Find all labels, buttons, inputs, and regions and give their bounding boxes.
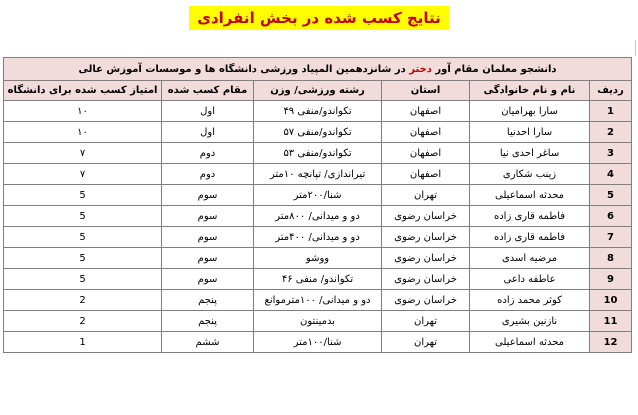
- score-cell: 1: [4, 332, 162, 353]
- name-cell: فاطمه قاری زاده: [470, 227, 590, 248]
- page-title: نتایج کسب شده در بخش انفرادی: [189, 6, 449, 30]
- sport-cell: تکواندو/منفی ۴۹: [254, 101, 382, 122]
- place-cell: اول: [162, 101, 254, 122]
- column-header-place: مقام کسب شده: [162, 81, 254, 101]
- province-cell: اصفهان: [382, 143, 470, 164]
- caption-highlight: دختر: [409, 63, 432, 75]
- table-row: [4, 101, 632, 122]
- sport-cell: تکواندو/منفی ۵۷: [254, 122, 382, 143]
- table-row: [4, 227, 632, 248]
- name-cell: مرضیه اسدی: [470, 248, 590, 269]
- results-table: [3, 57, 632, 353]
- name-cell: فاطمه قاری زاده: [470, 206, 590, 227]
- sport-cell: شنا/۱۰۰متر: [254, 332, 382, 353]
- rank-cell: 7: [590, 227, 632, 248]
- province-cell: اصفهان: [382, 122, 470, 143]
- column-header-sport: رشته ورزشی/ وزن: [254, 81, 382, 101]
- sport-cell: تیراندازی/ تپانچه ۱۰متر: [254, 164, 382, 185]
- score-cell: 5: [4, 248, 162, 269]
- place-cell: اول: [162, 122, 254, 143]
- caption-text-after: در شانزدهمین المپیاد ورزشی دانشگاه ها و موسسات آموزش عالی: [78, 63, 410, 75]
- column-header-name: نام و نام خانوادگی: [470, 81, 590, 101]
- score-cell: 5: [4, 185, 162, 206]
- score-cell: ۷: [4, 143, 162, 164]
- table-row: [4, 248, 632, 269]
- table-row: [4, 311, 632, 332]
- place-cell: دوم: [162, 143, 254, 164]
- province-cell: اصفهان: [382, 101, 470, 122]
- place-cell: سوم: [162, 248, 254, 269]
- table-row: [4, 185, 632, 206]
- sport-cell: دو و میدانی/ ۱۰۰مترموانع: [254, 290, 382, 311]
- column-header-rank: ردیف: [590, 81, 632, 101]
- table-row: [4, 290, 632, 311]
- sheet-gridline: [635, 40, 636, 56]
- rank-cell: 5: [590, 185, 632, 206]
- table-row: [4, 143, 632, 164]
- name-cell: نازنین بشیری: [470, 311, 590, 332]
- rank-cell: 3: [590, 143, 632, 164]
- rank-cell: 11: [590, 311, 632, 332]
- province-cell: خراسان رضوی: [382, 227, 470, 248]
- place-cell: سوم: [162, 185, 254, 206]
- place-cell: پنجم: [162, 290, 254, 311]
- score-cell: 5: [4, 206, 162, 227]
- rank-cell: 12: [590, 332, 632, 353]
- rank-cell: 9: [590, 269, 632, 290]
- table-caption: [4, 58, 632, 81]
- province-cell: خراسان رضوی: [382, 248, 470, 269]
- province-cell: تهران: [382, 332, 470, 353]
- score-cell: ۱۰: [4, 122, 162, 143]
- table-row: [4, 164, 632, 185]
- score-cell: 2: [4, 311, 162, 332]
- province-cell: خراسان رضوی: [382, 206, 470, 227]
- rank-cell: 6: [590, 206, 632, 227]
- name-cell: ساغر احدی نیا: [470, 143, 590, 164]
- table-header-row: [4, 81, 632, 101]
- caption-text-before: دانشجو معلمان مقام آور: [431, 63, 557, 75]
- province-cell: خراسان رضوی: [382, 290, 470, 311]
- name-cell: عاطفه داعی: [470, 269, 590, 290]
- name-cell: محدثه اسماعیلی: [470, 332, 590, 353]
- name-cell: زینب شکاری: [470, 164, 590, 185]
- table-row: [4, 206, 632, 227]
- sport-cell: ووشو: [254, 248, 382, 269]
- table-row: [4, 332, 632, 353]
- place-cell: ششم: [162, 332, 254, 353]
- province-cell: تهران: [382, 185, 470, 206]
- column-header-score: امتیاز کسب شده برای دانشگاه: [4, 81, 162, 101]
- table-row: [4, 122, 632, 143]
- table-caption-row: [4, 58, 632, 81]
- place-cell: دوم: [162, 164, 254, 185]
- place-cell: پنجم: [162, 311, 254, 332]
- rank-cell: 2: [590, 122, 632, 143]
- place-cell: سوم: [162, 227, 254, 248]
- name-cell: کوثر محمد زاده: [470, 290, 590, 311]
- sport-cell: دو و میدانی/ ۸۰۰متر: [254, 206, 382, 227]
- name-cell: محدثه اسماعیلی: [470, 185, 590, 206]
- sport-cell: بدمینتون: [254, 311, 382, 332]
- province-cell: خراسان رضوی: [382, 269, 470, 290]
- province-cell: تهران: [382, 311, 470, 332]
- score-cell: ۱۰: [4, 101, 162, 122]
- column-header-province: استان: [382, 81, 470, 101]
- name-cell: سارا احدنیا: [470, 122, 590, 143]
- province-cell: اصفهان: [382, 164, 470, 185]
- rank-cell: 8: [590, 248, 632, 269]
- name-cell: سارا بهرامیان: [470, 101, 590, 122]
- score-cell: ۷: [4, 164, 162, 185]
- sport-cell: شنا/۲۰۰متر: [254, 185, 382, 206]
- sport-cell: تکواندو/ منفی ۴۶: [254, 269, 382, 290]
- score-cell: 2: [4, 290, 162, 311]
- place-cell: سوم: [162, 206, 254, 227]
- rank-cell: 1: [590, 101, 632, 122]
- score-cell: 5: [4, 227, 162, 248]
- rank-cell: 10: [590, 290, 632, 311]
- table-row: [4, 269, 632, 290]
- sport-cell: دو و میدانی/ ۴۰۰متر: [254, 227, 382, 248]
- title-wrapper: [0, 6, 638, 30]
- rank-cell: 4: [590, 164, 632, 185]
- place-cell: سوم: [162, 269, 254, 290]
- sport-cell: تکواندو/منفی ۵۳: [254, 143, 382, 164]
- score-cell: 5: [4, 269, 162, 290]
